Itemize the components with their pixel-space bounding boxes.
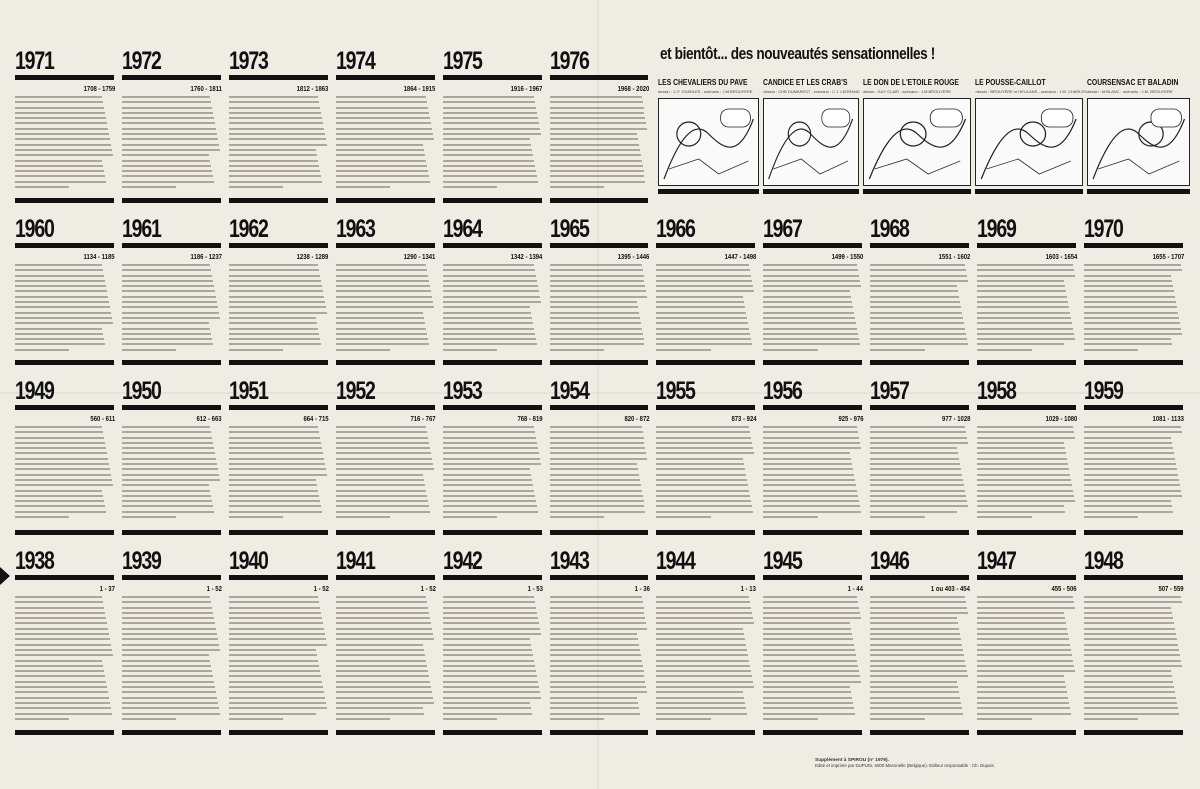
year-rule	[1084, 405, 1183, 410]
year-heading: 1962	[228, 215, 268, 243]
year-summary-text-block	[122, 264, 221, 351]
page-range: 1864 - 1915	[403, 86, 436, 93]
page-range: 1342 - 1394	[510, 254, 543, 261]
year-summary-text-block	[229, 426, 328, 518]
year-bottom-rule	[336, 360, 435, 365]
year-panel-1970	[1081, 208, 1188, 370]
year-bottom-rule	[443, 530, 542, 535]
year-panel-1964	[440, 208, 547, 370]
year-heading: 1972	[121, 47, 161, 75]
year-summary-text-block	[443, 596, 542, 720]
series-rule	[763, 189, 858, 194]
year-bottom-rule	[229, 360, 328, 365]
year-bottom-rule	[763, 530, 862, 535]
comic-illustration	[1087, 98, 1191, 186]
start-arrow-icon	[0, 567, 10, 585]
year-panel-1952	[333, 370, 440, 540]
year-summary-text-block	[229, 96, 328, 188]
year-heading: 1958	[977, 377, 1016, 405]
year-panel-1967	[760, 208, 867, 370]
year-heading: 1939	[121, 547, 161, 575]
year-rule	[977, 575, 1076, 580]
year-summary-text-block	[336, 426, 435, 518]
year-summary-text-block	[763, 426, 862, 518]
year-summary-text-block	[977, 596, 1076, 720]
page-range: 1916 - 1967	[510, 86, 543, 93]
year-heading: 1940	[228, 547, 268, 575]
year-rule	[1084, 575, 1183, 580]
page-range: 1 - 44	[848, 586, 864, 593]
year-rule	[336, 243, 435, 248]
year-bottom-rule	[443, 198, 542, 203]
year-heading: 1952	[335, 377, 375, 405]
year-heading: 1966	[656, 215, 696, 243]
year-panel-1945	[760, 540, 867, 740]
year-bottom-rule	[977, 730, 1076, 735]
page-range: 1 - 36	[634, 586, 650, 593]
year-summary-text-block	[550, 96, 649, 188]
year-rule	[122, 243, 221, 248]
year-rule	[870, 575, 969, 580]
year-summary-text-block	[656, 264, 755, 351]
year-summary-text-block	[550, 596, 649, 720]
year-panel-1959	[1081, 370, 1188, 540]
page-range: 1655 - 1707	[1152, 254, 1184, 261]
year-heading: 1960	[15, 215, 54, 243]
year-summary-text-block	[122, 596, 221, 720]
year-panel-1974	[333, 40, 440, 208]
page-range: 1186 - 1237	[190, 254, 222, 261]
year-panel-1942	[440, 540, 547, 740]
timeline-row-1938-1948	[12, 540, 1188, 740]
timeline-row-1960-1970	[12, 208, 1188, 370]
year-summary-text-block	[977, 426, 1076, 518]
year-panel-1951	[226, 370, 333, 540]
year-heading: 1957	[870, 377, 909, 405]
page-range: 1 ou 403 - 454	[931, 586, 971, 593]
page-range: 1760 - 1811	[190, 86, 222, 93]
page-range: 1 - 53	[527, 586, 543, 593]
year-panel-1969	[974, 208, 1081, 370]
year-heading: 1938	[15, 547, 54, 575]
year-panel-1939	[119, 540, 226, 740]
page-range: 1968 - 2020	[617, 86, 650, 93]
year-bottom-rule	[870, 730, 969, 735]
year-bottom-rule	[122, 530, 221, 535]
year-bottom-rule	[336, 198, 435, 203]
year-heading: 1959	[1084, 377, 1123, 405]
series-credit: dessin : CHB DUMAREST - scénario : C.J. LEGRAND	[763, 89, 860, 94]
year-panel-1975	[440, 40, 547, 208]
year-panel-1938	[12, 540, 119, 740]
year-heading: 1961	[121, 215, 161, 243]
year-rule	[550, 243, 649, 248]
page-range: 507 - 559	[1158, 586, 1184, 593]
footer-line-2: Edité et imprimé par DUPUIS, 6000 Marcinelle (Belgique). Editeur responsable : Ch. Dupuis.	[815, 763, 995, 769]
upcoming-series-1	[658, 78, 763, 208]
year-bottom-rule	[1084, 360, 1183, 365]
year-panel-1963	[333, 208, 440, 370]
year-panel-1943	[547, 540, 654, 740]
series-rule	[975, 189, 1082, 194]
page-range: 1290 - 1341	[403, 254, 436, 261]
page-range: 768 - 819	[517, 416, 543, 423]
year-heading: 1951	[228, 377, 268, 405]
page-range: 1499 - 1550	[831, 254, 864, 261]
year-panel-1941	[333, 540, 440, 740]
year-heading: 1965	[549, 215, 589, 243]
year-rule	[122, 405, 221, 410]
year-panel-1954	[547, 370, 654, 540]
year-rule	[122, 575, 221, 580]
year-bottom-rule	[15, 198, 114, 203]
upcoming-series-5	[1087, 78, 1195, 208]
year-rule	[15, 405, 114, 410]
comic-illustration	[763, 98, 858, 186]
series-title: LE DON DE L'ETOILE ROUGE	[862, 78, 959, 87]
year-summary-text-block	[443, 426, 542, 518]
series-rule	[1087, 189, 1191, 194]
year-heading: 1975	[442, 47, 482, 75]
series-credit: dessin : GUY CLAIR - scénario : J.M.BROUYERE	[862, 89, 952, 94]
page-range: 1447 - 1498	[724, 254, 757, 261]
year-panel-1944	[653, 540, 760, 740]
year-summary-text-block	[656, 596, 755, 720]
year-heading: 1974	[335, 47, 375, 75]
year-bottom-rule	[656, 360, 755, 365]
year-rule	[15, 243, 114, 248]
year-panel-1973	[226, 40, 333, 208]
publisher-footer	[815, 757, 1190, 769]
year-panel-1946	[867, 540, 974, 740]
year-bottom-rule	[977, 360, 1076, 365]
year-panel-1961	[119, 208, 226, 370]
comic-illustration	[863, 98, 972, 186]
page-range: 1551 - 1602	[938, 254, 971, 261]
year-summary-text-block	[443, 264, 542, 351]
year-bottom-rule	[15, 360, 114, 365]
series-title: LE POUSSE-CAILLOT	[975, 78, 1047, 87]
year-summary-text-block	[1084, 264, 1183, 351]
year-panel-1957	[867, 370, 974, 540]
year-bottom-rule	[336, 730, 435, 735]
year-summary-text-block	[870, 426, 969, 518]
page-range: 716 - 767	[410, 416, 436, 423]
year-summary-text-block	[15, 426, 114, 518]
page-range: 1238 - 1289	[296, 254, 329, 261]
series-rule	[863, 189, 972, 194]
year-summary-text-block	[977, 264, 1076, 351]
page-range: 1812 - 1863	[296, 86, 329, 93]
year-summary-text-block	[15, 264, 114, 351]
footer-line-1: Supplément à SPIROU (n° 1979).	[815, 758, 889, 763]
year-rule	[336, 75, 435, 80]
year-heading: 1948	[1084, 547, 1123, 575]
year-heading: 1970	[1084, 215, 1123, 243]
year-rule	[550, 575, 649, 580]
year-heading: 1963	[335, 215, 375, 243]
year-heading: 1949	[15, 377, 54, 405]
year-bottom-rule	[122, 198, 221, 203]
year-heading: 1943	[549, 547, 589, 575]
year-rule	[336, 575, 435, 580]
year-panel-1953	[440, 370, 547, 540]
year-panel-1947	[974, 540, 1081, 740]
page-range: 560 - 611	[90, 416, 115, 423]
year-bottom-rule	[550, 360, 649, 365]
year-bottom-rule	[870, 360, 969, 365]
year-bottom-rule	[977, 530, 1076, 535]
year-heading: 1967	[763, 215, 803, 243]
series-credit: dessin : M.BLANC - scénario : J.M. BROUYERE	[1086, 89, 1173, 94]
page-range: 1134 - 1185	[83, 254, 115, 261]
year-rule	[870, 243, 969, 248]
upcoming-series-2	[763, 78, 862, 208]
year-summary-text-block	[870, 596, 969, 720]
year-panel-1976	[547, 40, 654, 208]
year-bottom-rule	[15, 730, 114, 735]
year-heading: 1968	[870, 215, 909, 243]
year-bottom-rule	[15, 530, 114, 535]
year-heading: 1946	[870, 547, 909, 575]
year-summary-text-block	[870, 264, 969, 351]
year-bottom-rule	[443, 360, 542, 365]
year-bottom-rule	[763, 730, 862, 735]
year-rule	[229, 575, 328, 580]
year-rule	[336, 405, 435, 410]
page-range: 1395 - 1446	[617, 254, 650, 261]
year-summary-text-block	[15, 596, 114, 720]
year-heading: 1944	[656, 547, 696, 575]
year-rule	[550, 405, 649, 410]
year-bottom-rule	[229, 198, 328, 203]
year-summary-text-block	[443, 96, 542, 188]
year-heading: 1973	[228, 47, 268, 75]
upcoming-series-3	[863, 78, 976, 208]
year-rule	[763, 575, 862, 580]
year-panel-1968	[867, 208, 974, 370]
year-bottom-rule	[336, 530, 435, 535]
year-bottom-rule	[870, 530, 969, 535]
year-heading: 1954	[549, 377, 589, 405]
year-heading: 1969	[977, 215, 1016, 243]
year-panel-1940	[226, 540, 333, 740]
year-bottom-rule	[443, 730, 542, 735]
year-summary-text-block	[336, 96, 435, 188]
year-rule	[656, 575, 755, 580]
year-summary-text-block	[229, 596, 328, 720]
year-rule	[15, 75, 114, 80]
year-heading: 1947	[977, 547, 1016, 575]
year-rule	[656, 405, 755, 410]
page-range: 1 - 52	[313, 586, 329, 593]
year-rule	[550, 75, 649, 80]
year-bottom-rule	[763, 360, 862, 365]
year-bottom-rule	[1084, 530, 1183, 535]
page-range: 1 - 13	[741, 586, 757, 593]
page-range: 455 - 506	[1051, 586, 1078, 593]
comic-illustration	[975, 98, 1082, 186]
year-bottom-rule	[1084, 730, 1183, 735]
page-range: 1708 - 1759	[83, 86, 115, 93]
year-panel-1955	[653, 370, 760, 540]
year-heading: 1950	[121, 377, 161, 405]
year-bottom-rule	[229, 530, 328, 535]
year-panel-1971	[12, 40, 119, 208]
year-rule	[1084, 243, 1183, 248]
series-title: COURSENSAC ET BALADIN	[1086, 78, 1179, 87]
year-summary-text-block	[763, 264, 862, 351]
upcoming-series-4	[975, 78, 1086, 208]
upcoming-series-panel	[658, 78, 1188, 208]
year-rule	[870, 405, 969, 410]
year-rule	[229, 243, 328, 248]
year-summary-text-block	[15, 96, 114, 188]
year-rule	[122, 75, 221, 80]
year-summary-text-block	[656, 426, 755, 518]
year-panel-1962	[226, 208, 333, 370]
year-panel-1960	[12, 208, 119, 370]
year-heading: 1941	[335, 547, 375, 575]
year-bottom-rule	[550, 530, 649, 535]
year-bottom-rule	[656, 530, 755, 535]
year-summary-text-block	[1084, 596, 1183, 720]
year-heading: 1945	[763, 547, 803, 575]
page-range: 664 - 715	[303, 416, 329, 423]
page-range: 612 - 663	[196, 416, 222, 423]
year-rule	[443, 75, 542, 80]
year-rule	[977, 405, 1076, 410]
year-bottom-rule	[122, 360, 221, 365]
year-rule	[763, 405, 862, 410]
year-panel-1965	[547, 208, 654, 370]
year-summary-text-block	[336, 596, 435, 720]
series-credit: dessin : BROUYÈRE et HEULANS - scénario : J.M. CHARLES	[975, 89, 1087, 94]
year-summary-text-block	[229, 264, 328, 351]
series-rule	[658, 189, 759, 194]
year-panel-1966	[653, 208, 760, 370]
year-summary-text-block	[550, 426, 649, 518]
year-rule	[229, 75, 328, 80]
year-bottom-rule	[122, 730, 221, 735]
year-summary-text-block	[1084, 426, 1183, 518]
year-heading: 1971	[15, 47, 54, 75]
year-rule	[763, 243, 862, 248]
page-range: 873 - 924	[731, 416, 757, 423]
page-range: 1 - 52	[420, 586, 436, 593]
year-panel-1958	[974, 370, 1081, 540]
announcement-headline: et bientôt... des nouveautés sensationnelles !	[660, 44, 935, 63]
page-range: 1 - 37	[99, 586, 115, 593]
series-title: LES CHEVALIERS DU PAVE	[658, 78, 748, 87]
year-rule	[443, 575, 542, 580]
year-heading: 1955	[656, 377, 696, 405]
page-range: 1081 - 1133	[1152, 416, 1184, 423]
year-heading: 1956	[763, 377, 803, 405]
year-rule	[443, 243, 542, 248]
comic-illustration	[658, 98, 759, 186]
year-rule	[443, 405, 542, 410]
year-summary-text-block	[763, 596, 862, 720]
year-heading: 1964	[442, 215, 482, 243]
year-rule	[15, 575, 114, 580]
page-range: 977 - 1028	[941, 416, 971, 423]
year-panel-1950	[119, 370, 226, 540]
year-rule	[977, 243, 1076, 248]
series-title: CANDICE ET LES CRAB'S	[763, 78, 848, 87]
year-rule	[656, 243, 755, 248]
year-panel-1948	[1081, 540, 1188, 740]
year-heading: 1953	[442, 377, 482, 405]
page-range: 1029 - 1080	[1045, 416, 1078, 423]
year-panel-1972	[119, 40, 226, 208]
year-heading: 1976	[549, 47, 589, 75]
year-rule	[229, 405, 328, 410]
year-summary-text-block	[550, 264, 649, 351]
year-heading: 1942	[442, 547, 482, 575]
page-range: 820 - 872	[624, 416, 650, 423]
year-panel-1956	[760, 370, 867, 540]
page-range: 925 - 976	[838, 416, 864, 423]
year-summary-text-block	[122, 426, 221, 518]
page-range: 1 - 52	[206, 586, 222, 593]
year-bottom-rule	[656, 730, 755, 735]
series-credit: dessin : J.-F. CHARLES - scénario : J.M.BROUYERE	[658, 89, 753, 94]
year-summary-text-block	[336, 264, 435, 351]
year-bottom-rule	[229, 730, 328, 735]
page-range: 1603 - 1654	[1045, 254, 1078, 261]
timeline-row-1949-1959	[12, 370, 1188, 540]
year-summary-text-block	[122, 96, 221, 188]
year-bottom-rule	[550, 198, 649, 203]
year-bottom-rule	[550, 730, 649, 735]
year-panel-1949	[12, 370, 119, 540]
